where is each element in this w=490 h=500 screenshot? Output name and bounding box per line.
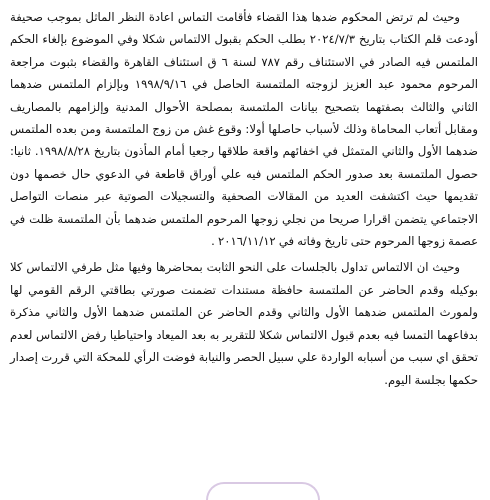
paragraph-hearings-text: وحيث ان الالتماس تداول بالجلسات على النحو الثابت بمحاضرها وفيها مثل طرفي الالتماس كلا بوكيله وقدم الحاضر عن الملتمسة حافظة مستندات تضمنت صورتي بطاقتي الرقم القومي لها ولمورث الملتمس ضدهما الأول والثاني وقدم الحاضر عن الملتمس ضدهما الأول والثاني مذكرة بدفاعهما التمسا فيه بعدم قبول الالتماس شكلا للتقرير به بعد الميعاد واحتياطيا رفض الالتماس لعدم تحقق اي سبب من أسبابه الواردة علي سبيل الحصر والنيابة فوضت الرأي للمحكة التي قررت إصدار حكمها بجلسة اليوم. bbox=[10, 260, 478, 387]
stamp-mark bbox=[206, 482, 320, 500]
paragraph-petition-text: وحيث لم ترتض المحكوم ضدها هذا القضاء فأقامت التماس اعادة النظر الماثل بموجب صحيفة أودعت قلم الكتاب بتاريخ ٢٠٢٤/٧/٣ بطلب الحكم بقبول الالتماس شكلا وفي الموضوع بإلغاء الحكم الملتمس فيه الصادر في الاستئناف رقم ٧٨٧ لسنة ٦ ق استئناف القاهرة والقضاء بثبوت مراجعة المرحوم محمود عبد العزيز لزوجته الملتمسة الحاصل في ١٩٩٨/٩/١٦ وبإلزام الملتمس ضدهما الثاني والثالث بصفتهما بتصحيح بيانات الملتمسة بمصلحة الأحوال المدنية وإلزامهم بالمصاريف ومقابل أتعاب المحاماة وذلك لأسباب حاصلها أولا: وقوع غش من زوج الملتمسة ومن بعده الملتمس ضدهما الأول والثاني المتمثل في اخفائهم واقعة طلاقها رجعيا أمام المأذون بتاريخ ١٩٩٨/٨/٢٨. ثانيا: حصول الملتمسة بعد صدور الحكم الملتمس فيه علي أوراق قاطعة في الدعوي حال خصمها دون تقديمها حيث اكتشفت العديد من المقالات الصحفية والتسجيلات الصوتية عبر منصات التواصل الاجتماعي يتضمن اقرارا صريحا من نجلي زوجها المرحوم الملتمس ضدهما بأن الملتمسة ظلت في عصمة زوجها المرحوم حتى تاريخ وفاته في ٢٠١٦/١١/١٢ . bbox=[10, 10, 478, 249]
paragraph-petition bbox=[10, 6, 478, 252]
paragraph-hearings bbox=[10, 256, 478, 390]
